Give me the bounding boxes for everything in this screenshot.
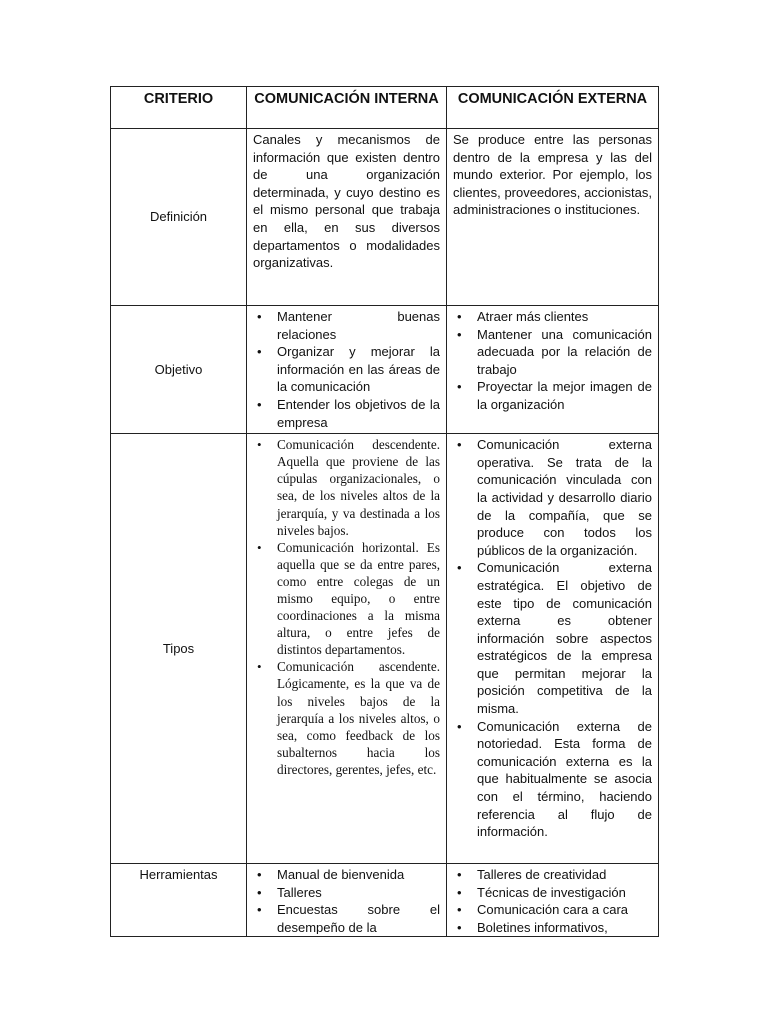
row-tipos — [111, 434, 659, 864]
list-item: • Comunicación externa de notoriedad. Esta forma de comunicación externa es la que habitualmente se asocia con el término, haciendo referencia al flujo de información. — [453, 718, 652, 841]
list-item: • Mantener una comunicación adecuada por la relación de trabajo — [453, 326, 652, 379]
list-item: • Comunicación externa estratégica. El objetivo de este tipo de comunicación externa es obtener información sobre aspectos estratégicos de la empresa que permitan mejorar la posición competitiva de la misma. — [453, 559, 652, 717]
criterio-tipos: Tipos — [111, 434, 247, 864]
tipos-interna — [247, 434, 447, 864]
header-row — [111, 87, 659, 129]
row-definicion — [111, 129, 659, 306]
definicion-interna: Canales y mecanismos de información que existen dentro de una organización determinada, y cuyo destino es el mismo personal que trabaja en ella, en sus diversos departamentos o modalidades organizativas. — [247, 129, 447, 306]
list-item: • Atraer más clientes — [453, 308, 652, 326]
tipos-externa — [447, 434, 659, 864]
comparison-table — [110, 86, 659, 937]
row-herramientas — [111, 864, 659, 937]
list-item: • Mantener buenas relaciones — [253, 308, 440, 343]
list-item: • Encuestas sobre el desempeño de la — [253, 901, 440, 934]
definicion-externa: Se produce entre las personas dentro de la empresa y las del mundo exterior. Por ejemplo, los clientes, proveedores, accionistas, administraciones o instituciones. — [447, 129, 659, 306]
objetivo-externa — [447, 306, 659, 434]
list-item: • Comunicación externa operativa. Se trata de la comunicación vinculada con la actividad y desarrollo diario de la compañía, que se produce con todos los públicos de la organización. — [453, 436, 652, 559]
list-item: • Talleres — [253, 884, 440, 902]
list-item: • Boletines informativos, — [453, 919, 652, 934]
list-item: • Organizar y mejorar la información en las áreas de la comunicación — [253, 343, 440, 396]
herramientas-interna — [247, 864, 447, 937]
criterio-herramientas: Herramientas — [111, 864, 247, 937]
header-criterio: CRITERIO — [111, 87, 247, 129]
criterio-definicion: Definición — [111, 129, 247, 306]
list-item: • Manual de bienvenida — [253, 866, 440, 884]
list-item: • Comunicación cara a cara — [453, 901, 652, 919]
list-item: • Comunicación ascendente. Lógicamente, es la que va de los niveles bajos de la jerarquía a los niveles altos, o sea, como feedback de los subalternos hacia los directores, gerentes, jefes, etc. — [253, 658, 440, 778]
objetivo-interna — [247, 306, 447, 434]
criterio-objetivo: Objetivo — [111, 306, 247, 434]
list-item: • Técnicas de investigación — [453, 884, 652, 902]
header-externa: COMUNICACIÓN EXTERNA — [447, 87, 659, 129]
list-item: • Entender los objetivos de la empresa — [253, 396, 440, 431]
list-item: • Proyectar la mejor imagen de la organización — [453, 378, 652, 413]
list-item: • Comunicación descendente. Aquella que proviene de las cúpulas organizacionales, o sea, de los niveles altos de la jerarquía, y va destinada a los niveles bajos. — [253, 436, 440, 539]
herramientas-externa — [447, 864, 659, 937]
list-item: • Comunicación horizontal. Es aquella que se da entre pares, como entre colegas de un mismo equipo, o entre coordinaciones a la misma altura, o entre jefes de distintos departamentos. — [253, 539, 440, 659]
row-objetivo — [111, 306, 659, 434]
comparison-document — [110, 86, 658, 937]
header-interna: COMUNICACIÓN INTERNA — [247, 87, 447, 129]
list-item: • Talleres de creatividad — [453, 866, 652, 884]
